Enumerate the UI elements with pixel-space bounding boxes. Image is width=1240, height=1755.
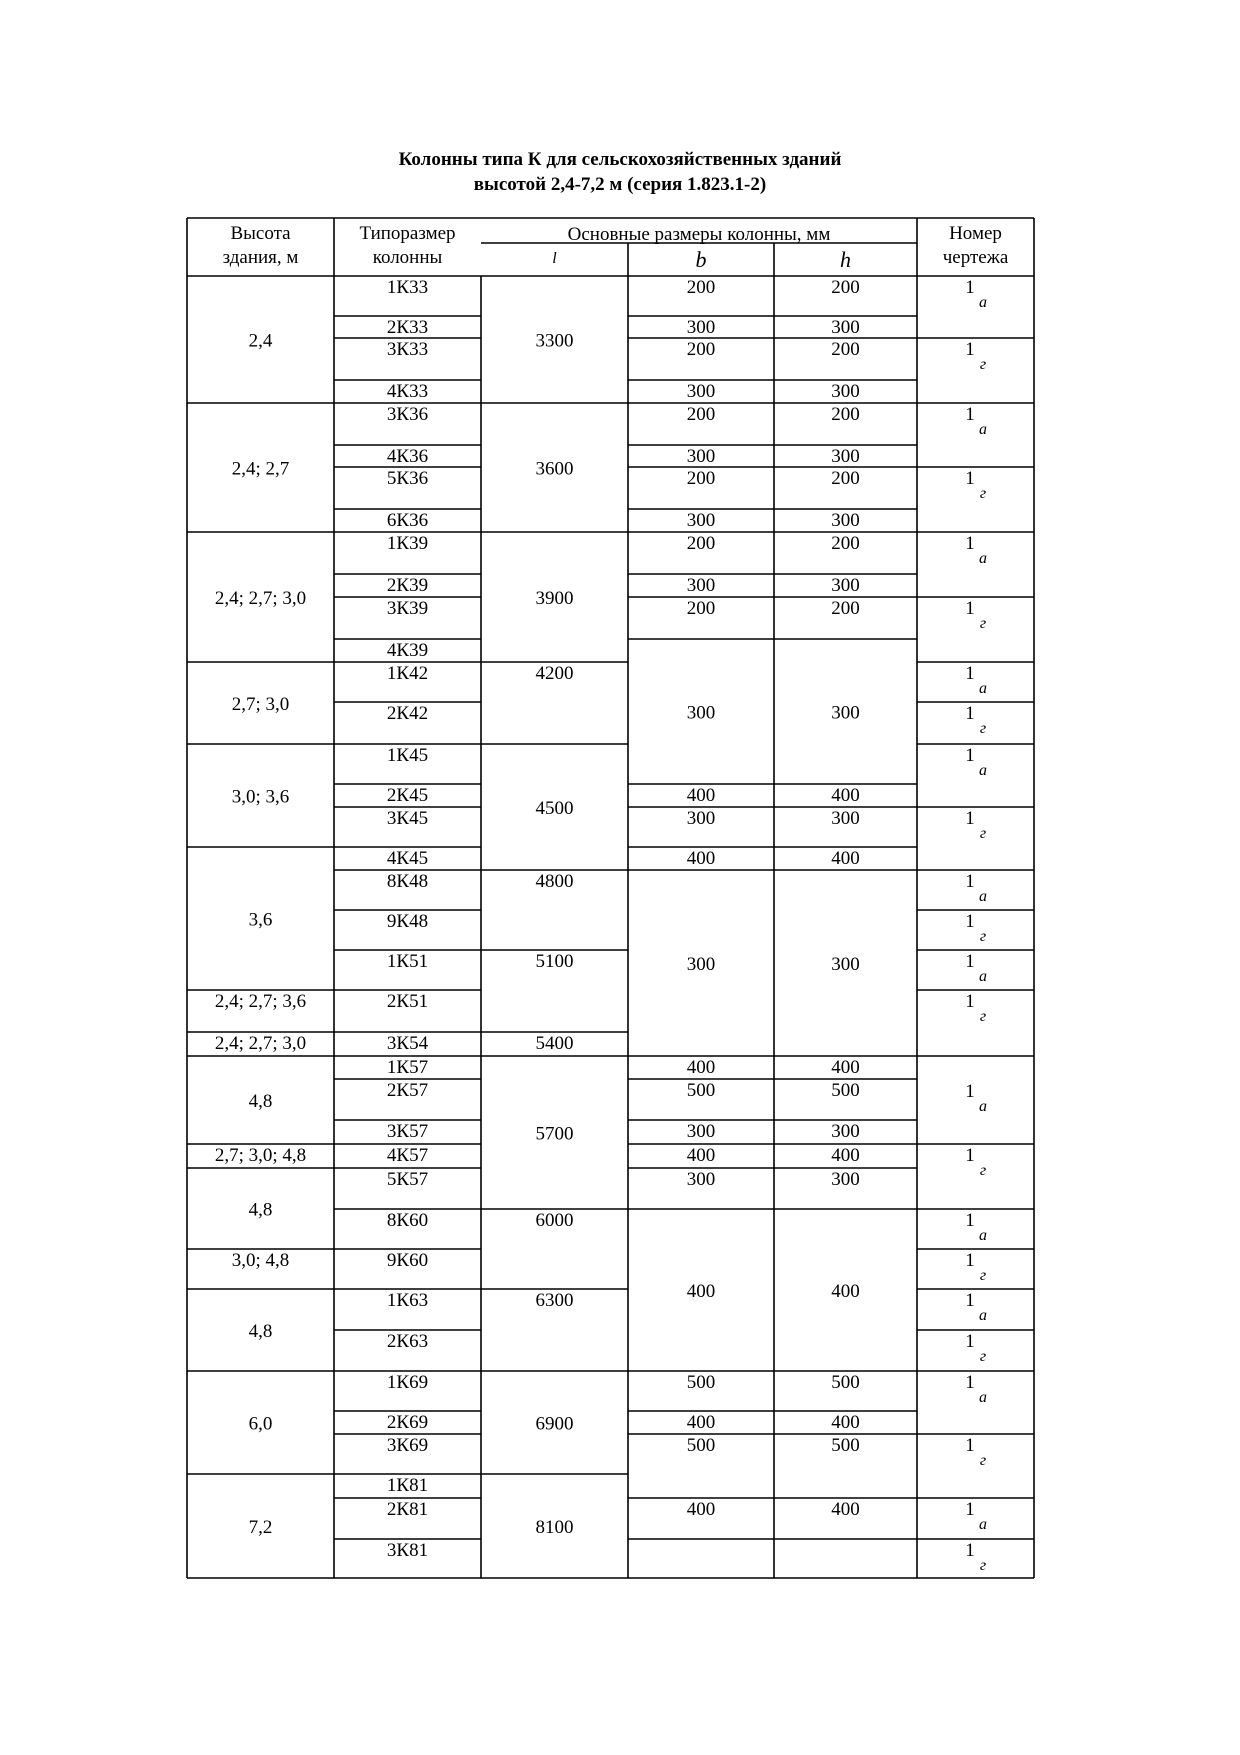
- h-cell: 300: [831, 1121, 860, 1142]
- height-cell: 4,8: [248, 1321, 273, 1342]
- drawing-letter: г: [979, 1348, 987, 1365]
- type-cell: 1К81: [386, 1475, 429, 1496]
- b-cell: 400: [686, 1499, 716, 1520]
- type-cell: 2К33: [386, 317, 429, 338]
- type-cell: 2К39: [386, 575, 429, 596]
- h-cell: 500: [831, 1372, 860, 1393]
- b-cell: 300: [686, 1169, 716, 1190]
- drawing-letter: а: [979, 1227, 987, 1244]
- b-cell: 200: [686, 468, 716, 489]
- type-cell: 2К63: [386, 1331, 429, 1352]
- type-cell: 2К57: [386, 1080, 429, 1101]
- h-cell: 300: [831, 1169, 860, 1190]
- drawing-number: 1: [965, 1290, 975, 1311]
- b-cell: 300: [686, 317, 716, 338]
- l-cell: 4500: [535, 798, 574, 819]
- height-cell: 4,8: [248, 1091, 273, 1112]
- b-cell: 300: [686, 381, 716, 402]
- height-cell: 2,4; 2,7; 3,0: [214, 588, 307, 609]
- type-cell: 2К45: [386, 785, 429, 806]
- b-cell: 500: [686, 1080, 716, 1101]
- b-cell: 200: [686, 533, 716, 554]
- h-cell: 400: [831, 848, 860, 869]
- type-cell: 3К57: [386, 1121, 429, 1142]
- type-cell: 3К81: [386, 1540, 429, 1561]
- drawing-letter: г: [979, 1557, 987, 1574]
- height-cell: 4,8: [248, 1199, 273, 1221]
- h-cell: 400: [831, 1145, 860, 1166]
- b-cell: 200: [686, 598, 716, 619]
- h-cell: 400: [831, 1412, 860, 1433]
- h-cell: 400: [831, 785, 860, 806]
- drawing-number: 1: [965, 468, 975, 489]
- height-cell: 2,4; 2,7: [231, 458, 290, 480]
- type-cell: 8К48: [386, 871, 429, 892]
- drawing-number: 1: [965, 703, 975, 724]
- drawing-number: 1: [965, 1081, 975, 1102]
- drawing-number: 1: [965, 911, 975, 932]
- b-cell: 400: [686, 785, 716, 806]
- height-cell: 6,0: [248, 1413, 273, 1435]
- drawing-letter: г: [979, 485, 987, 502]
- type-cell: 4К36: [386, 446, 429, 467]
- type-cell: 4К33: [386, 381, 429, 402]
- height-cell: 7,2: [248, 1517, 273, 1538]
- drawing-number: 1: [965, 533, 975, 554]
- type-cell: 1К33: [386, 277, 429, 298]
- h-cell: 400: [831, 1281, 860, 1302]
- h-cell: 300: [831, 575, 860, 596]
- drawing-number: 1: [965, 1372, 975, 1393]
- drawing-number: 1: [965, 808, 975, 829]
- header-drawing-line1: Номер: [949, 223, 1002, 244]
- h-cell: 200: [831, 598, 860, 619]
- drawing-number: 1: [965, 1435, 975, 1456]
- height-cell: 2,4; 2,7; 3,0: [214, 1033, 307, 1054]
- drawing-letter: а: [979, 294, 987, 311]
- drawing-letter: а: [979, 1307, 987, 1324]
- height-cell: 2,4; 2,7; 3,6: [214, 991, 307, 1012]
- type-cell: 3К36: [386, 404, 429, 425]
- drawing-number: 1: [965, 1145, 975, 1166]
- header-height-line2: здания, м: [222, 247, 299, 268]
- type-cell: 3К69: [386, 1435, 429, 1456]
- b-cell: 300: [686, 446, 716, 467]
- drawing-number: 1: [965, 404, 975, 425]
- type-cell: 9К48: [386, 911, 429, 932]
- h-cell: 500: [831, 1435, 860, 1456]
- l-cell: 3300: [535, 330, 574, 352]
- header-dim-b: b: [695, 247, 707, 272]
- l-cell: 6900: [535, 1413, 574, 1435]
- b-cell: 300: [686, 808, 716, 829]
- b-cell: 500: [686, 1435, 716, 1456]
- type-cell: 1К45: [386, 745, 429, 766]
- drawing-number: 1: [965, 871, 975, 892]
- type-cell: 4К39: [386, 640, 429, 661]
- drawing-letter: г: [979, 1008, 987, 1025]
- l-cell: 5100: [535, 951, 574, 972]
- h-cell: 300: [831, 702, 860, 724]
- drawing-number: 1: [965, 277, 975, 298]
- b-cell: 300: [686, 954, 716, 975]
- h-cell: 200: [831, 533, 860, 554]
- h-cell: 300: [831, 317, 860, 338]
- type-cell: 1К63: [386, 1290, 429, 1311]
- type-cell: 1К51: [386, 951, 429, 972]
- drawing-letter: г: [979, 720, 987, 737]
- drawing-number: 1: [965, 1540, 975, 1561]
- drawing-letter: г: [979, 1162, 987, 1179]
- b-cell: 400: [686, 1281, 716, 1302]
- h-cell: 500: [831, 1080, 860, 1101]
- height-cell: 3,6: [248, 909, 273, 931]
- header-height-line1: Высота: [230, 223, 291, 244]
- b-cell: 300: [686, 1121, 716, 1142]
- height-cell: 3,0; 3,6: [231, 786, 290, 808]
- type-cell: 1К69: [386, 1372, 429, 1393]
- h-cell: 300: [831, 808, 860, 829]
- height-cell: 2,7; 3,0; 4,8: [214, 1145, 307, 1166]
- type-cell: 8К60: [386, 1210, 429, 1231]
- type-cell: 2К69: [386, 1412, 429, 1433]
- title-line-2: высотой 2,4-7,2 м (серия 1.823.1-2): [473, 174, 767, 195]
- header-dim-l: l: [552, 250, 557, 267]
- drawing-number: 1: [965, 1250, 975, 1271]
- h-cell: 200: [831, 277, 860, 298]
- b-cell: 200: [686, 339, 716, 360]
- height-cell: 3,0; 4,8: [231, 1250, 290, 1271]
- drawing-letter: г: [979, 615, 987, 632]
- l-cell: 4800: [535, 871, 574, 892]
- h-cell: 400: [831, 1057, 860, 1078]
- b-cell: 300: [686, 510, 716, 531]
- h-cell: 200: [831, 404, 860, 425]
- l-cell: 6300: [535, 1290, 574, 1311]
- type-cell: 3К45: [386, 808, 429, 829]
- header-type-line2: колонны: [372, 247, 443, 268]
- l-cell: 5400: [535, 1033, 574, 1054]
- h-cell: 300: [831, 510, 860, 531]
- drawing-letter: а: [979, 888, 987, 905]
- drawing-letter: г: [979, 1452, 987, 1469]
- b-cell: 200: [686, 277, 716, 298]
- type-cell: 5К36: [386, 468, 429, 489]
- title-line-1: Колонны типа К для сельскохозяйственных зданий: [398, 149, 842, 170]
- type-cell: 3К33: [386, 339, 429, 360]
- drawing-letter: г: [979, 928, 987, 945]
- l-cell: 8100: [535, 1517, 574, 1538]
- l-cell: 6000: [535, 1210, 574, 1231]
- b-cell: 400: [686, 1145, 716, 1166]
- type-cell: 1К39: [386, 533, 429, 554]
- drawing-number: 1: [965, 663, 975, 684]
- drawing-number: 1: [965, 951, 975, 972]
- b-cell: 300: [686, 702, 716, 724]
- drawing-number: 1: [965, 598, 975, 619]
- drawing-letter: а: [979, 762, 987, 779]
- h-cell: 300: [831, 954, 860, 975]
- drawing-letter: а: [979, 1389, 987, 1406]
- drawing-number: 1: [965, 745, 975, 766]
- drawing-number: 1: [965, 1499, 975, 1520]
- drawing-letter: г: [979, 825, 987, 842]
- drawing-number: 1: [965, 339, 975, 360]
- type-cell: 3К54: [386, 1033, 429, 1054]
- height-cell: 2,4: [248, 330, 273, 352]
- type-cell: 9К60: [386, 1250, 429, 1271]
- height-cell: 2,7; 3,0: [231, 694, 290, 715]
- type-cell: 2К42: [386, 703, 429, 724]
- h-cell: 300: [831, 446, 860, 467]
- b-cell: 200: [686, 404, 716, 425]
- drawing-letter: а: [979, 1516, 987, 1533]
- type-cell: 1К42: [386, 663, 429, 684]
- drawing-number: 1: [965, 1331, 975, 1352]
- header-dim-h: h: [840, 247, 851, 272]
- drawing-letter: а: [979, 680, 987, 697]
- l-cell: 4200: [535, 663, 574, 684]
- type-cell: 2К51: [386, 991, 429, 1012]
- h-cell: 200: [831, 468, 860, 489]
- h-cell: 400: [831, 1499, 860, 1520]
- l-cell: 3600: [535, 458, 574, 480]
- b-cell: 400: [686, 848, 716, 869]
- type-cell: 3К39: [386, 598, 429, 619]
- type-cell: 2К81: [386, 1499, 429, 1520]
- type-cell: 4К45: [386, 848, 429, 869]
- l-cell: 3900: [535, 588, 574, 609]
- drawing-letter: г: [979, 1267, 987, 1284]
- b-cell: 400: [686, 1412, 716, 1433]
- drawing-letter: а: [979, 550, 987, 567]
- header-drawing-line2: чертежа: [942, 247, 1009, 268]
- drawing-number: 1: [965, 991, 975, 1012]
- drawing-letter: а: [979, 421, 987, 438]
- header-type-line1: Типоразмер: [359, 223, 456, 244]
- b-cell: 500: [686, 1372, 716, 1393]
- drawing-letter: г: [979, 356, 987, 373]
- b-cell: 400: [686, 1057, 716, 1078]
- drawing-letter: а: [979, 1098, 987, 1115]
- h-cell: 200: [831, 339, 860, 360]
- b-cell: 300: [686, 575, 716, 596]
- type-cell: 5К57: [386, 1169, 429, 1190]
- l-cell: 5700: [535, 1123, 574, 1145]
- type-cell: 6К36: [386, 510, 429, 531]
- drawing-letter: а: [979, 968, 987, 985]
- type-cell: 4К57: [386, 1145, 429, 1166]
- drawing-number: 1: [965, 1210, 975, 1231]
- type-cell: 1К57: [386, 1057, 429, 1078]
- h-cell: 300: [831, 381, 860, 402]
- header-main-dimensions: Основные размеры колонны, мм: [567, 224, 831, 245]
